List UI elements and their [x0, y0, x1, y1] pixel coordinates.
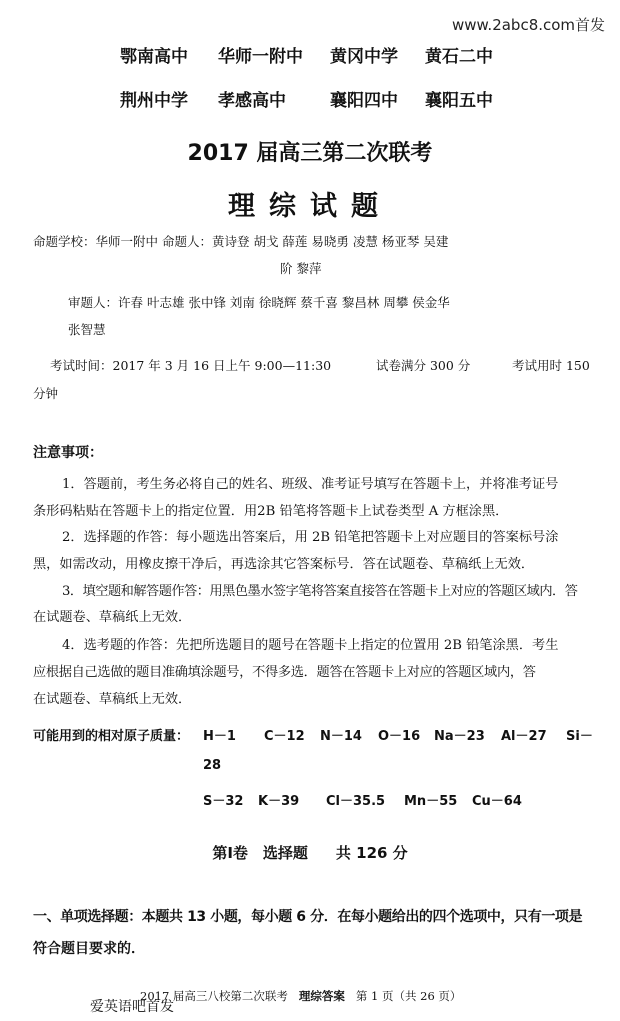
atomic-mass-item: Na－23 — [434, 729, 485, 744]
atomic-mass-item: Cl－35.5 — [326, 794, 386, 809]
school-name: 黄冈中学 — [330, 47, 398, 67]
atomic-mass-item: Cu－64 — [472, 794, 522, 809]
note-line: 3．填空题和解答题作答：用黑色墨水签字笔将答案直接答在答题卡上对应的答题区域内．答 — [62, 584, 578, 599]
school-name: 襄阳五中 — [425, 91, 493, 111]
section-total: 共 126 分 — [335, 844, 408, 862]
page-footer — [140, 988, 461, 1004]
atomic-mass-item: S－32 — [203, 794, 244, 809]
exam-duration: 考试用时 150 — [512, 358, 590, 373]
school-name: 荆州中学 — [120, 91, 188, 111]
atomic-mass-item: H－1 — [203, 729, 236, 744]
atomic-mass-item: O－16 — [378, 729, 421, 744]
question-intro-line: 符合题目要求的． — [33, 941, 145, 957]
site-watermark: www.2abc8.com首发 — [452, 16, 606, 34]
atomic-mass-item: K－39 — [258, 794, 300, 809]
footer-exam: 2017 届高三八校第二次联考 — [140, 989, 288, 1003]
exam-title: 2017 届高三第二次联考 — [187, 141, 433, 166]
note-line: 在试题卷、草稿纸上无效． — [33, 610, 192, 625]
note-line: 1．答题前，考生务必将自己的姓名、班级、准考证号填写在答题卡上，并将准考证号 — [62, 477, 559, 492]
note-line: 应根据自己选做的题目准确填涂题号，不得多选．题答在答题卡上对应的答题区域内，答 — [33, 665, 536, 680]
question-intro-line: 一、单项选择题：本题共 13 小题，每小题 6 分．在每小题给出的四个选项中，只有一项是 — [33, 909, 583, 925]
note-line: 2．选择题的作答：每小题选出答案后，用 2B 铅笔把答题卡上对应题目的答案标号涂 — [62, 530, 559, 545]
section-heading — [0, 842, 620, 863]
authors-line: 阶 黎萍 — [280, 261, 322, 276]
note-line: 条形码粘贴在答题卡上的指定位置．用2B 铅笔将答题卡上试卷类型 A 方框涂黑． — [33, 504, 509, 519]
atomic-mass-heading: 可能用到的相对原子质量： — [33, 729, 190, 744]
note-line: 在试题卷、草稿纸上无效． — [33, 692, 192, 707]
atomic-mass-item: Mn－55 — [404, 794, 458, 809]
subject-title: 理综试题 — [228, 191, 392, 222]
school-name: 黄石二中 — [425, 47, 493, 67]
note-line: 黑，如需改动，用橡皮擦干净后，再选涂其它答案标号．答在试题卷、草稿纸上无效． — [33, 557, 535, 572]
atomic-mass-item: Si－ — [566, 729, 593, 744]
reviewers-line: 审题人：许春 叶志雄 张中锋 刘南 徐晓辉 蔡千喜 黎昌林 周攀 侯金华 — [68, 295, 450, 310]
exam-duration-cont: 分钟 — [33, 386, 59, 401]
school-name: 华师一附中 — [218, 47, 303, 67]
exam-score: 试卷满分 300 分 — [376, 358, 471, 373]
section-name: 第Ⅰ卷 选择题 — [212, 844, 308, 862]
exam-time: 考试时间：2017 年 3 月 16 日上午 9:00—11:30 — [50, 358, 332, 373]
school-name: 孝感高中 — [218, 91, 286, 111]
bottom-tag: 爱英语吧首发 — [90, 999, 174, 1015]
notes-heading: 注意事项： — [33, 445, 103, 461]
atomic-mass-item: 28 — [203, 758, 222, 773]
school-name: 襄阳四中 — [330, 91, 398, 111]
atomic-mass-item: Al－27 — [501, 729, 547, 744]
authors-line: 命题学校：华师一附中 命题人：黄诗登 胡戈 薛莲 易晓勇 凌慧 杨亚琴 吴建 — [33, 234, 449, 249]
school-name: 鄂南高中 — [120, 47, 188, 67]
footer-page: 第 1 页（共 26 页） — [355, 989, 462, 1003]
footer-subject: 理综答案 — [298, 989, 345, 1003]
atomic-mass-item: N－14 — [320, 729, 362, 744]
atomic-mass-item: C－12 — [264, 729, 305, 744]
note-line: 4．选考题的作答：先把所选题目的题号在答题卡上指定的位置用 2B 铅笔涂黑．考生 — [62, 638, 559, 653]
reviewers-line: 张智慧 — [68, 322, 106, 337]
